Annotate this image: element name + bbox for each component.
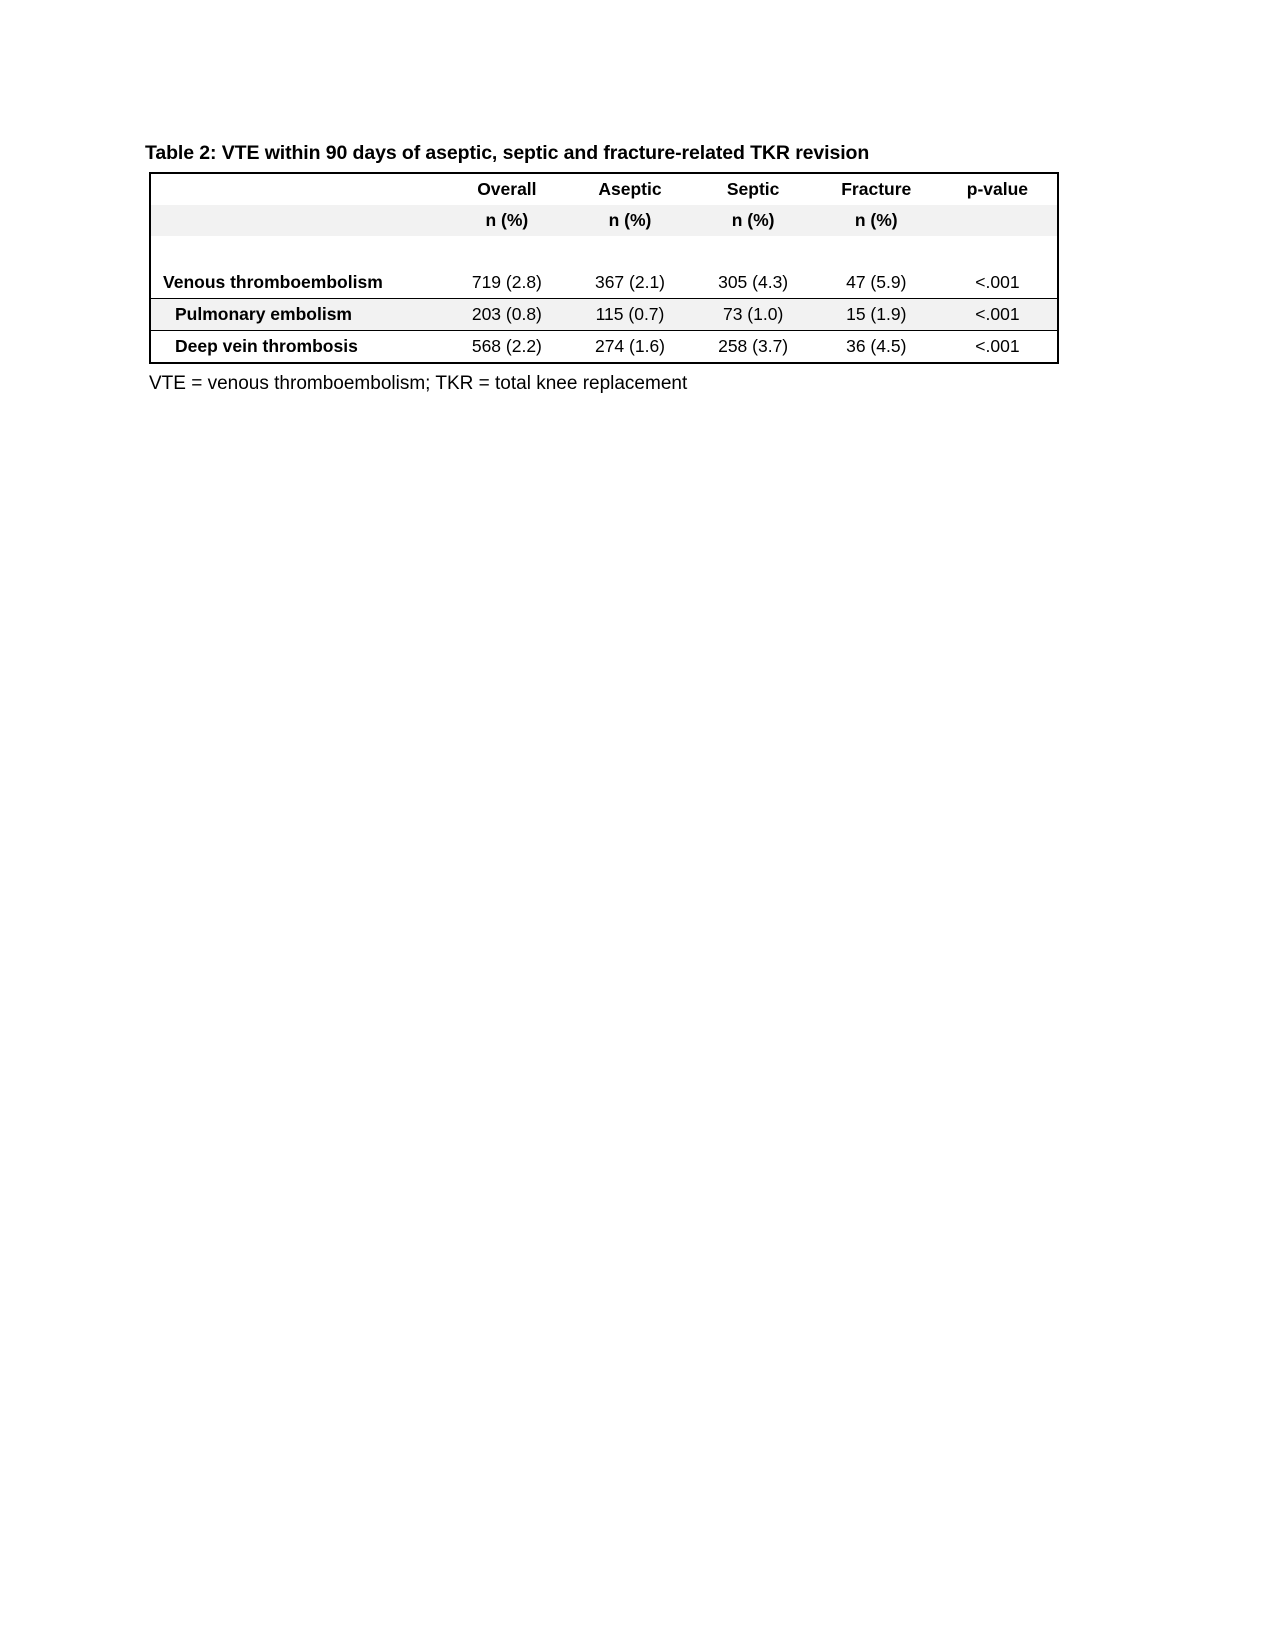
cell-dvt-overall: 568 (2.2) <box>445 331 568 364</box>
table-subheader-row <box>150 205 1058 236</box>
cell-vte-fracture: 47 (5.9) <box>815 267 938 299</box>
cell-vte-aseptic: 367 (2.1) <box>568 267 691 299</box>
subheader-overall: n (%) <box>445 205 568 236</box>
header-separator <box>150 236 1058 267</box>
row-label-pulmonary-embolism: Pulmonary embolism <box>150 299 445 331</box>
cell-dvt-aseptic: 274 (1.6) <box>568 331 691 364</box>
column-header-overall: Overall <box>445 173 568 205</box>
cell-dvt-pvalue: <.001 <box>938 331 1058 364</box>
column-header-label <box>150 173 445 205</box>
subheader-label <box>150 205 445 236</box>
subheader-septic: n (%) <box>692 205 815 236</box>
column-header-fracture: Fracture <box>815 173 938 205</box>
subheader-pvalue <box>938 205 1058 236</box>
table-footnote: VTE = venous thromboembolism; TKR = total knee replacement <box>149 373 688 395</box>
subheader-fracture: n (%) <box>815 205 938 236</box>
document-content <box>145 140 1060 397</box>
cell-pe-septic: 73 (1.0) <box>692 299 815 331</box>
cell-dvt-septic: 258 (3.7) <box>692 331 815 364</box>
cell-vte-overall: 719 (2.8) <box>445 267 568 299</box>
cell-dvt-fracture: 36 (4.5) <box>815 331 938 364</box>
table-row <box>150 267 1058 299</box>
cell-vte-pvalue: <.001 <box>938 267 1058 299</box>
table-row <box>150 299 1058 331</box>
table-header-row <box>150 173 1058 205</box>
cell-pe-pvalue: <.001 <box>938 299 1058 331</box>
vte-table <box>149 172 1059 364</box>
cell-pe-aseptic: 115 (0.7) <box>568 299 691 331</box>
column-header-pvalue: p-value <box>938 173 1058 205</box>
row-label-vte: Venous thromboembolism <box>150 267 445 299</box>
row-label-deep-vein-thrombosis: Deep vein thrombosis <box>150 331 445 364</box>
table-row <box>150 331 1058 364</box>
table-caption: Table 2: VTE within 90 days of aseptic, septic and fracture-related TKR revision <box>145 142 870 164</box>
cell-pe-overall: 203 (0.8) <box>445 299 568 331</box>
cell-vte-septic: 305 (4.3) <box>692 267 815 299</box>
column-header-septic: Septic <box>692 173 815 205</box>
cell-pe-fracture: 15 (1.9) <box>815 299 938 331</box>
subheader-aseptic: n (%) <box>568 205 691 236</box>
column-header-aseptic: Aseptic <box>568 173 691 205</box>
